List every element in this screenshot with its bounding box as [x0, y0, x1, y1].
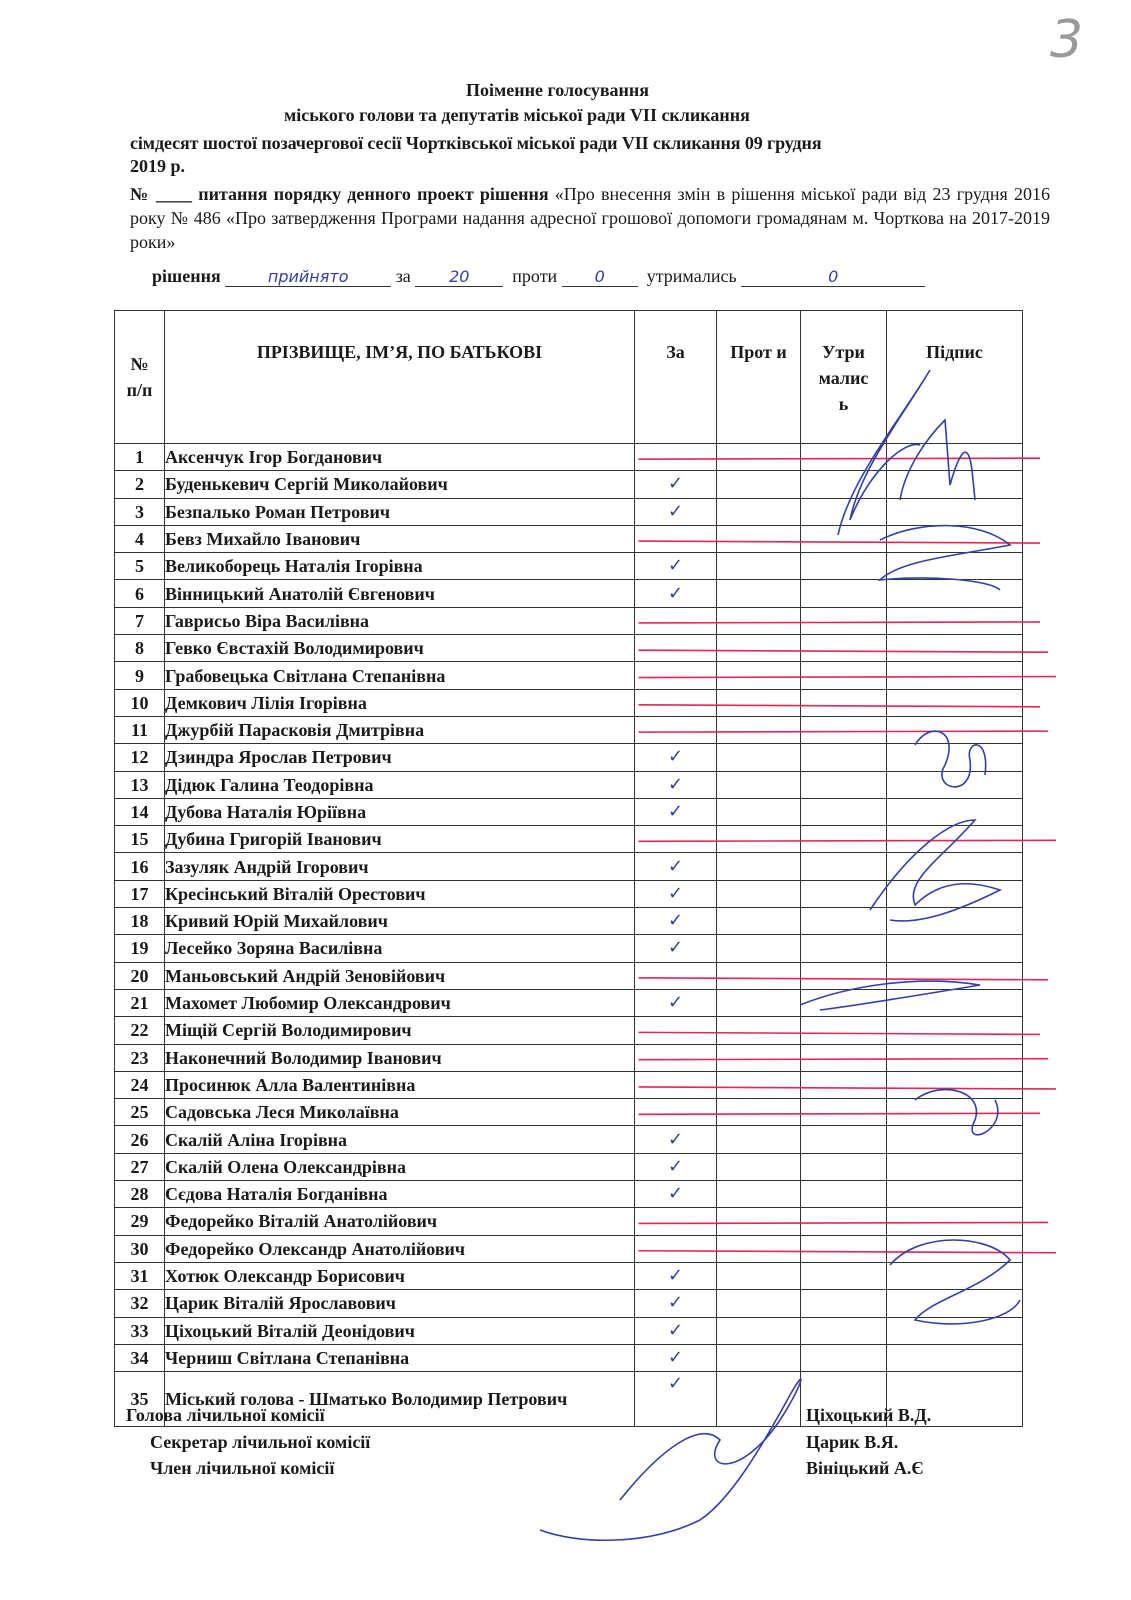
vote-for-cell [635, 1153, 717, 1180]
vote-for-cell [635, 662, 717, 689]
vote-against-cell [717, 1235, 801, 1262]
table-row [115, 1017, 1023, 1044]
row-number: 17 [115, 880, 165, 907]
row-number: 19 [115, 935, 165, 962]
decision-label: рішення [152, 266, 221, 286]
member-label: Член лічильної комісії [150, 1458, 335, 1478]
signature-cell [887, 498, 1023, 525]
table-row [115, 1181, 1023, 1208]
vote-against-cell [717, 580, 801, 607]
table-row [115, 607, 1023, 634]
vote-abstained-cell [801, 689, 887, 716]
vote-for-cell [635, 1044, 717, 1071]
decision-value: прийнято [225, 267, 391, 287]
vote-abstained-cell [801, 444, 887, 471]
signature-cell [887, 826, 1023, 853]
vote-against-cell [717, 1181, 801, 1208]
vote-abstained-cell [801, 880, 887, 907]
table-row [115, 880, 1023, 907]
vote-against-cell [717, 1317, 801, 1344]
vote-for-cell [635, 553, 717, 580]
table-row [115, 908, 1023, 935]
vote-against-cell [717, 935, 801, 962]
table-row [115, 826, 1023, 853]
header-signature: Підпис [887, 311, 1023, 444]
vote-for-cell [635, 826, 717, 853]
table-row [115, 771, 1023, 798]
check-mark-icon: ✓ [667, 773, 684, 795]
vote-abstained-cell [801, 771, 887, 798]
vote-abstained-cell [801, 989, 887, 1016]
member-name: Джурбій Парасковія Дмитрівна [165, 716, 635, 743]
vote-against-cell [717, 444, 801, 471]
signature-cell [887, 635, 1023, 662]
table-row [115, 989, 1023, 1016]
vote-for-cell [635, 635, 717, 662]
signature-cell [887, 1071, 1023, 1098]
vote-abstained-cell [801, 607, 887, 634]
member-name: Дубина Григорій Іванович [165, 826, 635, 853]
member-name: Великоборець Наталія Ігорівна [165, 553, 635, 580]
vote-abstained-cell [801, 525, 887, 552]
table-row [115, 635, 1023, 662]
vote-against-cell [717, 1099, 801, 1126]
header-name: ПРІЗВИЩЕ, ІМ’Я, ПО БАТЬКОВІ [165, 311, 635, 444]
signature-cell [887, 880, 1023, 907]
vote-for-cell [635, 880, 717, 907]
row-number: 26 [115, 1126, 165, 1153]
row-number: 34 [115, 1344, 165, 1371]
row-number: 30 [115, 1235, 165, 1262]
vote-against-cell [717, 635, 801, 662]
vote-abstained-cell [801, 662, 887, 689]
vote-for-cell [635, 1344, 717, 1371]
table-row [115, 580, 1023, 607]
member-name: Лесейко Зоряна Василівна [165, 935, 635, 962]
member-name: Гаврисьо Віра Василівна [165, 607, 635, 634]
vote-for-cell [635, 1317, 717, 1344]
table-row [115, 525, 1023, 552]
header-for: За [635, 311, 717, 444]
document-subtitle: міського голови та депутатів міської ради VІІ скликання [284, 105, 750, 125]
member-name: Кривий Юрій Михайлович [165, 908, 635, 935]
vote-for-cell [635, 444, 717, 471]
member-name: Скалій Олена Олександрівна [165, 1153, 635, 1180]
vote-abstained-cell [801, 1262, 887, 1289]
vote-against-cell [717, 1290, 801, 1317]
check-mark-icon: ✓ [667, 746, 684, 768]
vote-abstained-cell [801, 635, 887, 662]
member-name: Наконечний Володимир Іванович [165, 1044, 635, 1071]
check-mark-icon: ✓ [667, 1373, 684, 1395]
vote-abstained-cell [801, 826, 887, 853]
vote-abstained-cell [801, 1317, 887, 1344]
row-number: 23 [115, 1044, 165, 1071]
table-row [115, 1126, 1023, 1153]
row-number: 14 [115, 798, 165, 825]
row-number: 11 [115, 716, 165, 743]
vote-abstained-cell [801, 1290, 887, 1317]
vote-against-cell [717, 1044, 801, 1071]
member-name: Скалій Аліна Ігорівна [165, 1126, 635, 1153]
member-name: Міський голова - Шматько Володимир Петрович [165, 1372, 635, 1427]
vote-abstained-cell [801, 1017, 887, 1044]
table-row [115, 471, 1023, 498]
secretary-label: Секретар лічильної комісії [150, 1432, 371, 1452]
vote-for-cell [635, 771, 717, 798]
vote-for-cell [635, 1262, 717, 1289]
vote-against-cell [717, 1344, 801, 1371]
signature-cell [887, 580, 1023, 607]
vote-abstained-cell [801, 471, 887, 498]
table-row [115, 1071, 1023, 1098]
check-mark-icon: ✓ [667, 855, 684, 877]
table-row [115, 689, 1023, 716]
header-abstained: Утри малис ь [801, 311, 887, 444]
row-number: 7 [115, 607, 165, 634]
vote-abstained-cell [801, 1071, 887, 1098]
vote-for-cell [635, 1017, 717, 1044]
page-number: 3 [1050, 10, 1084, 70]
vote-abstained-cell [801, 716, 887, 743]
signature-cell [887, 1344, 1023, 1371]
abstained-label: утримались [646, 266, 737, 286]
table-row [115, 1344, 1023, 1371]
signature-cell [887, 1181, 1023, 1208]
row-number: 24 [115, 1071, 165, 1098]
member-name: Федорейко Олександр Анатолійович [165, 1235, 635, 1262]
vote-for-cell [635, 525, 717, 552]
member-name: Грабовецька Світлана Степанівна [165, 662, 635, 689]
signature-cell [887, 744, 1023, 771]
member-name: Дзиндра Ярослав Петрович [165, 744, 635, 771]
document-title: Поіменне голосування [466, 80, 650, 100]
vote-abstained-cell [801, 580, 887, 607]
vote-against-cell [717, 1262, 801, 1289]
member-name: Вініцький А.Є [806, 1458, 924, 1478]
row-number: 32 [115, 1290, 165, 1317]
chair-label: Голова лічильної комісії [126, 1405, 325, 1425]
header-against: Прот и [717, 311, 801, 444]
row-number: 33 [115, 1317, 165, 1344]
row-number: 5 [115, 553, 165, 580]
signature-cell [887, 1290, 1023, 1317]
check-mark-icon: ✓ [667, 1183, 684, 1205]
agenda-paragraph [130, 182, 1050, 254]
table-row [115, 662, 1023, 689]
vote-for-cell [635, 580, 717, 607]
table-row [115, 1044, 1023, 1071]
check-mark-icon: ✓ [667, 992, 684, 1014]
vote-against-cell [717, 1017, 801, 1044]
vote-for-cell [635, 1372, 717, 1427]
member-name: Махомет Любомир Олександрович [165, 989, 635, 1016]
row-number: 10 [115, 689, 165, 716]
signature-cell [887, 1044, 1023, 1071]
member-name: Хотюк Олександр Борисович [165, 1262, 635, 1289]
row-number: 2 [115, 471, 165, 498]
member-name: Дубова Наталія Юріївна [165, 798, 635, 825]
row-number: 28 [115, 1181, 165, 1208]
signature-cell [887, 689, 1023, 716]
row-number: 3 [115, 498, 165, 525]
row-number: 12 [115, 744, 165, 771]
check-mark-icon: ✓ [667, 882, 684, 904]
vote-for-cell [635, 1071, 717, 1098]
row-number: 13 [115, 771, 165, 798]
vote-abstained-cell [801, 1181, 887, 1208]
member-name: Буденькевич Сергій Миколайович [165, 471, 635, 498]
member-name: Царик Віталій Ярославович [165, 1290, 635, 1317]
member-name: Гевко Євстахій Володимирович [165, 635, 635, 662]
row-number: 20 [115, 962, 165, 989]
vote-abstained-cell [801, 908, 887, 935]
member-name: Маньовський Андрій Зеновійович [165, 962, 635, 989]
check-mark-icon: ✓ [667, 1319, 684, 1341]
check-mark-icon: ✓ [667, 555, 684, 577]
vote-for-cell [635, 1181, 717, 1208]
vote-abstained-cell [801, 1099, 887, 1126]
check-mark-icon: ✓ [667, 1292, 684, 1314]
signature-cell [887, 525, 1023, 552]
vote-for-cell [635, 935, 717, 962]
vote-against-cell [717, 989, 801, 1016]
against-label: проти [512, 266, 558, 286]
vote-for-cell [635, 908, 717, 935]
table-row [115, 935, 1023, 962]
vote-against-cell [717, 1126, 801, 1153]
vote-against-cell [717, 607, 801, 634]
member-name: Безпалько Роман Петрович [165, 498, 635, 525]
signature-cell [887, 989, 1023, 1016]
signature-cell [887, 1208, 1023, 1235]
check-mark-icon: ✓ [667, 473, 684, 495]
vote-against-cell [717, 471, 801, 498]
vote-for-cell [635, 607, 717, 634]
signature-cell [887, 607, 1023, 634]
member-name: Ціхоцький Віталій Деонідович [165, 1317, 635, 1344]
signature-cell [887, 1153, 1023, 1180]
row-number: 6 [115, 580, 165, 607]
vote-abstained-cell [801, 1126, 887, 1153]
vote-abstained-cell [801, 1344, 887, 1371]
vote-abstained-cell [801, 1208, 887, 1235]
member-name: Просинюк Алла Валентинівна [165, 1071, 635, 1098]
table-row [115, 962, 1023, 989]
member-name: Кресінський Віталій Орестович [165, 880, 635, 907]
chair-name: Ціхоцький В.Д. [806, 1405, 932, 1425]
vote-against-cell [717, 853, 801, 880]
signature-cell [887, 444, 1023, 471]
secretary-name: Царик В.Я. [806, 1432, 899, 1452]
vote-against-cell [717, 880, 801, 907]
row-number: 9 [115, 662, 165, 689]
check-mark-icon: ✓ [667, 500, 684, 522]
for-label: за [395, 266, 411, 286]
table-row [115, 553, 1023, 580]
vote-against-cell [717, 553, 801, 580]
vote-against-cell [717, 1372, 801, 1427]
table-row [115, 1153, 1023, 1180]
vote-for-cell [635, 989, 717, 1016]
against-count: 0 [562, 267, 638, 287]
member-name: Демкович Лілія Ігорівна [165, 689, 635, 716]
check-mark-icon: ✓ [667, 910, 684, 932]
vote-for-cell [635, 716, 717, 743]
vote-abstained-cell [801, 798, 887, 825]
vote-for-cell [635, 1235, 717, 1262]
member-name: Сєдова Наталія Богданівна [165, 1181, 635, 1208]
member-name: Федорейко Віталій Анатолійович [165, 1208, 635, 1235]
row-number: 16 [115, 853, 165, 880]
vote-abstained-cell [801, 744, 887, 771]
abstained-count: 0 [741, 267, 925, 287]
row-number: 1 [115, 444, 165, 471]
row-number: 35 [115, 1372, 165, 1427]
signature-cell [887, 798, 1023, 825]
check-mark-icon: ✓ [667, 801, 684, 822]
member-name: Вінницький Анатолій Євгенович [165, 580, 635, 607]
member-name: Зазуляк Андрій Ігорович [165, 853, 635, 880]
signature-cell [887, 471, 1023, 498]
vote-against-cell [717, 498, 801, 525]
agenda-label: питання порядку денного проект рішення [198, 184, 549, 204]
row-number: 8 [115, 635, 165, 662]
vote-against-cell [717, 771, 801, 798]
vote-against-cell [717, 525, 801, 552]
vote-abstained-cell [801, 498, 887, 525]
vote-against-cell [717, 744, 801, 771]
member-name: Бевз Михайло Іванович [165, 525, 635, 552]
signature-cell [887, 1099, 1023, 1126]
vote-against-cell [717, 689, 801, 716]
signature-cell [887, 1235, 1023, 1262]
vote-abstained-cell [801, 853, 887, 880]
vote-against-cell [717, 716, 801, 743]
row-number: 25 [115, 1099, 165, 1126]
signature-cell [887, 935, 1023, 962]
table-row [115, 498, 1023, 525]
row-number: 31 [115, 1262, 165, 1289]
vote-against-cell [717, 1071, 801, 1098]
member-name: Садовська Леся Миколаївна [165, 1099, 635, 1126]
table-row [115, 853, 1023, 880]
member-name: Аксенчук Ігор Богданович [165, 444, 635, 471]
signature-cell [887, 853, 1023, 880]
row-number: 29 [115, 1208, 165, 1235]
check-mark-icon: ✓ [667, 937, 684, 959]
signature-cell [887, 771, 1023, 798]
table-row [115, 798, 1023, 825]
vote-for-cell [635, 1208, 717, 1235]
vote-abstained-cell [801, 935, 887, 962]
vote-for-cell [635, 689, 717, 716]
vote-abstained-cell [801, 1153, 887, 1180]
signature-cell [887, 1126, 1023, 1153]
vote-against-cell [717, 662, 801, 689]
signature-cell [887, 1317, 1023, 1344]
table-row [115, 716, 1023, 743]
check-mark-icon: ✓ [667, 1265, 684, 1287]
vote-against-cell [717, 1208, 801, 1235]
vote-for-cell [635, 498, 717, 525]
vote-against-cell [717, 1153, 801, 1180]
table-row [115, 744, 1023, 771]
for-count: 20 [415, 267, 503, 287]
vote-for-cell [635, 1290, 717, 1317]
vote-against-cell [717, 908, 801, 935]
decision-line [152, 266, 925, 287]
vote-against-cell [717, 798, 801, 825]
member-name: Черниш Світлана Степанівна [165, 1344, 635, 1371]
signature-cell [887, 962, 1023, 989]
table-row [115, 1290, 1023, 1317]
session-year: 2019 р. [130, 156, 186, 176]
vote-for-cell [635, 1099, 717, 1126]
check-mark-icon: ✓ [667, 1155, 684, 1177]
check-mark-icon: ✓ [667, 1128, 684, 1150]
vote-abstained-cell [801, 553, 887, 580]
vote-for-cell [635, 744, 717, 771]
signature-cell [887, 662, 1023, 689]
signature-cell [887, 1017, 1023, 1044]
signature-cell [887, 553, 1023, 580]
table-header-row [115, 311, 1023, 444]
table-row [115, 1235, 1023, 1262]
member-name: Дідюк Галина Теодорівна [165, 771, 635, 798]
row-number: 27 [115, 1153, 165, 1180]
table-row [115, 1099, 1023, 1126]
signature-cell [887, 716, 1023, 743]
vote-abstained-cell [801, 1235, 887, 1262]
vote-table [114, 310, 1023, 1427]
signature-cell [887, 908, 1023, 935]
member-name: Міщій Сергій Володимирович [165, 1017, 635, 1044]
table-row [115, 1208, 1023, 1235]
check-mark-icon: ✓ [667, 1346, 684, 1368]
vote-abstained-cell [801, 1044, 887, 1071]
session-line: сімдесят шостої позачергової сесії Чортківської міської ради VІІ скликання 09 грудня [130, 133, 822, 153]
row-number: 15 [115, 826, 165, 853]
table-row [115, 1262, 1023, 1289]
vote-against-cell [717, 962, 801, 989]
signature-cell [887, 1262, 1023, 1289]
row-number: 22 [115, 1017, 165, 1044]
agenda-number: № ____ [130, 184, 193, 204]
vote-against-cell [717, 826, 801, 853]
vote-for-cell [635, 962, 717, 989]
header-num: № п/п [115, 311, 165, 444]
check-mark-icon: ✓ [667, 582, 684, 604]
row-number: 18 [115, 908, 165, 935]
vote-for-cell [635, 471, 717, 498]
row-number: 4 [115, 525, 165, 552]
vote-abstained-cell [801, 962, 887, 989]
vote-for-cell [635, 853, 717, 880]
vote-for-cell [635, 1126, 717, 1153]
table-row [115, 444, 1023, 471]
vote-for-cell [635, 798, 717, 825]
table-row [115, 1317, 1023, 1344]
row-number: 21 [115, 989, 165, 1016]
agenda-text: «Про внесення змін в рішення міської ради від 23 грудня 2016 року № 486 «Про затвердження Програми надання адресної грошової допомоги громадянам м. Чорткова на 2017-2019 роки» [130, 184, 1051, 252]
